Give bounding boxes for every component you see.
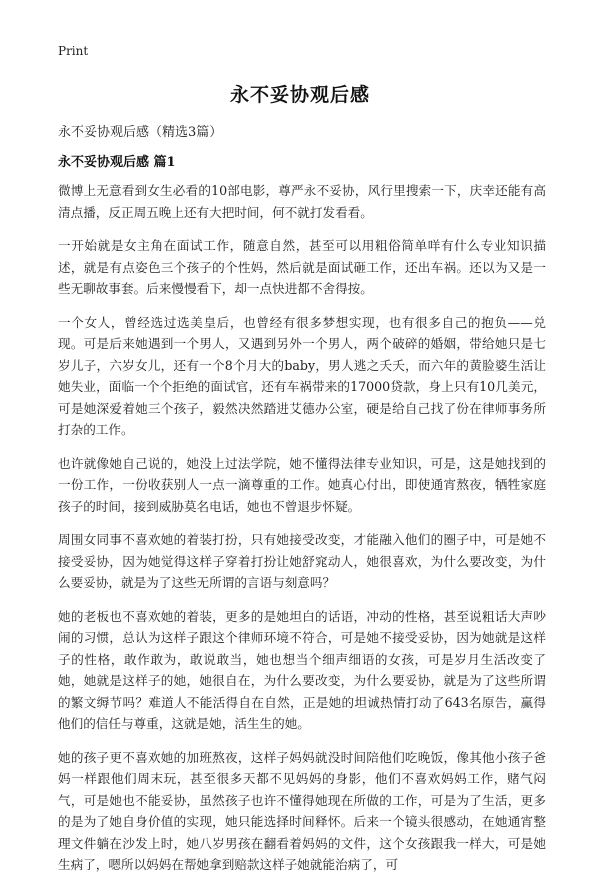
paragraph: 她的孩子更不喜欢她的加班熬夜，这样子妈妈就没时间陪他们吃晚饭，像其他小孩子爸妈一样跟他们周末玩，甚至很多天都不见妈妈的身影，他们不喜欢妈妈工作，赌气闷气，可是她也不能妥协，虽然孩子也许不懂得她现在所做的工作，可是为了生活，更多的是为了她自身价值的实现，她只能选择时间释怀。后来一个镜头很感动，在她通宵整理文件躺在沙发上时，她八岁男孩在翻看着妈妈的文件，这个女孩跟我一样大，可是她生病了，嗯所以妈妈在帮她拿到赔款这样子她就能治病了，可	[58, 749, 546, 872]
paragraph: 一个女人，曾经选过选美皇后，也曾经有很多梦想实现，也有很多自己的抱负——兑现。可是后来她遇到一个男人，又遇到另外一个男人，两个破碎的婚姻，带给她只是七岁儿子，六岁女儿，还有一个8个月大的baby，男人逃之夭夭，而六年的黄脸婆生活让她失业，面临一个个拒绝的面试官，还有车祸带来的17000贷款，身上只有10几美元，可是她深爱着她三个孩子，毅然决然踏进艾德办公室，硬是给自己找了份在律师事务所打杂的工作。	[58, 314, 546, 437]
paragraph: 周围女同事不喜欢她的着装打扮，只有她接受改变，才能融入他们的圈子中，可是她不接受妥协，因为她觉得这样子穿着打扮让她舒窕动人，她很喜欢，为什么要改变，为什么要妥协，就是为了这些无所谓的言语与刻意吗？	[58, 532, 546, 590]
paragraph: 一开始就是女主角在面试工作，随意自然，甚至可以用粗俗简单咩有什么专业知识描述，就是有点姿色三个孩子的个性妈，然后就是面试砸工作，还出车祸。还以为又是一些无聊故事套。后来慢慢看下，却一点快进都不舍得按。	[58, 238, 546, 296]
document-title: 永不妥协观后感	[229, 84, 370, 106]
paragraph: 微博上无意看到女生必看的10部电影，尊严永不妥协，风行里搜索一下，庆幸还能有高清点播，反正周五晚上还有大把时间，何不就打发看看。	[58, 183, 546, 220]
paragraph: 她的老板也不喜欢她的着装，更多的是她坦白的话语，冲动的性格，甚至说粗话大声吵闹的习惯，总认为这样子跟这个律师环境不符合，可是她不接受妥协，因为她就是这样子的性格，敢作敢为，敢说敢当，她也想当个细声细语的女孩，可是岁月生活改变了她，她就是这样子的她，她很自在，为什么要改变，为什么要妥协，就是为了这些所谓的繁文缛节吗？难道人不能活得自在自然，正是她的坦诚热情打动了643名原告，赢得他们的信任与尊重，这就是她，活生生的她。	[58, 608, 546, 731]
document-body	[58, 180, 546, 888]
section-heading: 永不妥协观后感 篇1	[58, 155, 176, 170]
print-label[interactable]: Print	[58, 44, 89, 58]
paragraph: 也许就像她自己说的，她没上过法学院，她不懂得法律专业知识，可是，这是她找到的一份工作，一份收获别人一点一滴尊重的工作。她真心付出，即使通宵熬夜，牺牲家庭孩子的时间，接到威胁莫名电话，她也不曾退步怀疑。	[58, 455, 546, 514]
document-subtitle: 永不妥协观后感（精选3篇）	[58, 125, 223, 140]
